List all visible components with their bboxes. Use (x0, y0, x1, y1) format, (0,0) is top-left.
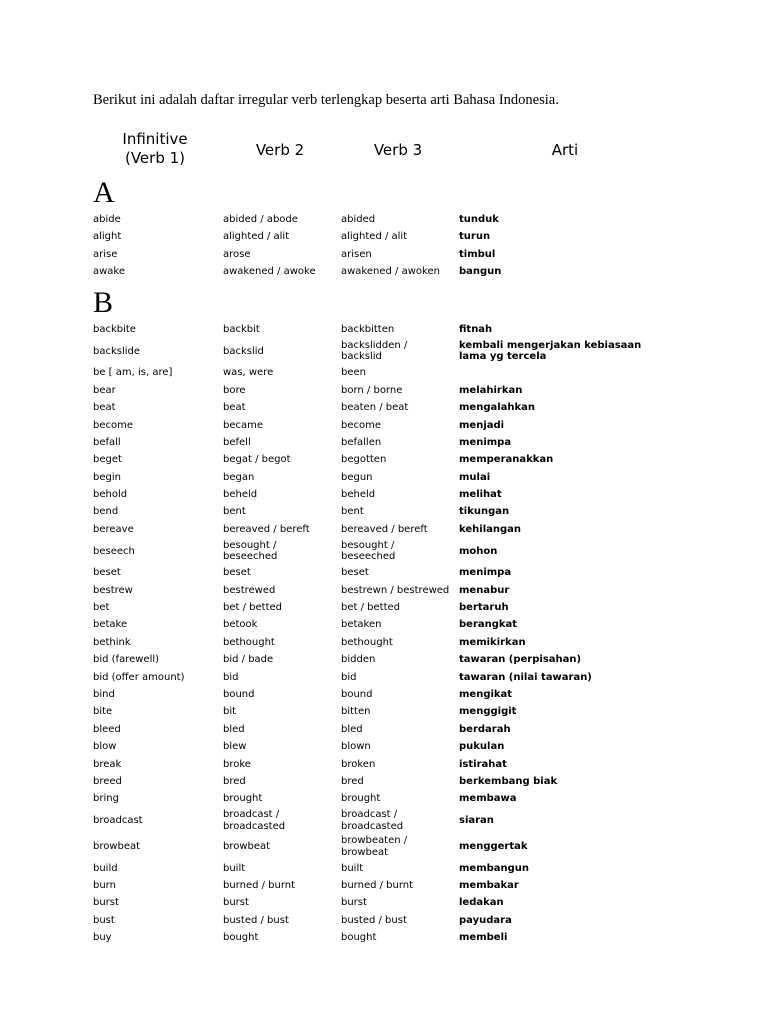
table-row (0, 929, 768, 946)
infinitive-cell: behold (93, 489, 128, 501)
table-row (0, 756, 768, 773)
infinitive-cell: bet (93, 602, 110, 614)
verb3-cell: burst (341, 897, 367, 909)
infinitive-cell: buy (93, 932, 112, 944)
infinitive-cell: breed (93, 775, 122, 787)
verb2-cell: beat (223, 402, 246, 414)
arti-cell: tikungan (459, 506, 510, 518)
table-row (0, 721, 768, 738)
infinitive-cell: blow (93, 741, 117, 753)
arti-cell: tunduk (459, 213, 499, 225)
table-row (0, 504, 768, 521)
verb3-cell: befallen (341, 436, 382, 448)
table-row (0, 599, 768, 616)
verb2-cell: bled (223, 723, 245, 735)
header-verb2: Verb 2 (255, 141, 305, 159)
verb3-cell: built (341, 862, 364, 874)
infinitive-cell: bid (offer amount) (93, 671, 185, 683)
table-row (0, 321, 768, 338)
verb2-cell: bid / bade (223, 654, 274, 666)
infinitive-cell: backbite (93, 323, 136, 335)
table-row (0, 246, 768, 263)
table-row (0, 469, 768, 486)
arti-cell (459, 364, 659, 381)
infinitive-cell: bereave (93, 523, 134, 535)
infinitive-cell: broadcast (93, 815, 143, 827)
infinitive-cell: bestrew (93, 584, 133, 596)
arti-cell: tawaran (nilai tawaran) (459, 671, 592, 683)
verb2-cell: backbit (223, 323, 260, 335)
verb2-cell: burst (223, 897, 249, 909)
arti-cell: berangkat (459, 619, 518, 631)
verb2-cell: bound (223, 688, 255, 700)
verb3-cell: beaten / beat (341, 402, 409, 414)
verb2-cell: arose (223, 248, 251, 260)
infinitive-cell: browbeat (93, 841, 141, 853)
table-row (0, 521, 768, 538)
verb3-cell: arisen (341, 248, 372, 260)
verb2-cell: was, were (223, 367, 274, 379)
table-row (0, 773, 768, 790)
verb3-cell: abided (341, 213, 376, 225)
verb3-cell: busted / bust (341, 914, 407, 926)
arti-cell: payudara (459, 914, 512, 926)
header-arti: Arti (551, 141, 579, 159)
verb2-cell: abided / abode (223, 213, 298, 225)
arti-cell: membakar (459, 880, 519, 892)
infinitive-cell: beat (93, 402, 116, 414)
verb3-cell: born / borne (341, 384, 403, 396)
infinitive-cell: arise (93, 248, 118, 260)
infinitive-cell: bite (93, 706, 113, 718)
table-row (0, 211, 768, 228)
arti-cell: mengikat (459, 688, 513, 700)
verb2-cell: bethought (223, 636, 275, 648)
table-row (0, 451, 768, 468)
verb2-cell: burned / burnt (223, 880, 296, 892)
table-row (0, 877, 768, 894)
table-header (0, 130, 768, 170)
verb3-cell: beset (341, 567, 369, 579)
infinitive-cell: bend (93, 506, 119, 518)
verb3-cell: beheld (341, 489, 376, 501)
verb3-cell: alighted / alit (341, 231, 408, 243)
table-row (0, 399, 768, 416)
section-letter-b: B (93, 286, 114, 319)
arti-cell: berkembang biak (459, 775, 558, 787)
infinitive-cell: build (93, 862, 118, 874)
table-row (0, 860, 768, 877)
verb2-cell: bred (223, 775, 246, 787)
verb3-cell: broadcast / broadcasted (341, 809, 404, 832)
verb-table-b (0, 321, 768, 947)
verb2-cell: broadcast / broadcasted (223, 809, 286, 832)
verb3-cell: brought (341, 793, 381, 805)
arti-cell: membeli (459, 932, 508, 944)
arti-cell: ledakan (459, 897, 504, 909)
arti-cell: menimpa (459, 567, 512, 579)
infinitive-cell: bring (93, 793, 119, 805)
table-row (0, 895, 768, 912)
verb2-cell: beset (223, 567, 251, 579)
arti-cell: mulai (459, 471, 491, 483)
verb3-cell: broken (341, 758, 376, 770)
verb2-cell: blew (223, 741, 247, 753)
header-verb3: Verb 3 (373, 141, 423, 159)
infinitive-cell: burst (93, 897, 119, 909)
section-letter-a: A (93, 176, 115, 209)
table-row (0, 538, 768, 564)
intro-text: Berikut ini adalah daftar irregular verb terlengkap beserta arti Bahasa Indonesia. (93, 92, 559, 108)
verb2-cell: busted / bust (223, 914, 289, 926)
verb2-cell: became (223, 419, 264, 431)
arti-cell: tawaran (perpisahan) (459, 654, 582, 666)
infinitive-cell: backslide (93, 345, 141, 357)
infinitive-cell: bust (93, 914, 115, 926)
infinitive-cell: be [ am, is, are] (93, 367, 173, 379)
arti-cell: pukulan (459, 741, 505, 753)
arti-cell: turun (459, 231, 491, 243)
verb3-cell: bestrewn / bestrewed (341, 584, 450, 596)
table-row (0, 616, 768, 633)
verb3-cell: bound (341, 688, 373, 700)
table-row (0, 582, 768, 599)
verb2-cell: besought / beseeched (223, 539, 278, 563)
verb2-cell: bit (223, 706, 237, 718)
verb2-cell: begat / begot (223, 454, 291, 466)
infinitive-cell: beset (93, 567, 121, 579)
arti-cell: berdarah (459, 723, 511, 735)
arti-cell: mengalahkan (459, 402, 536, 414)
table-row (0, 564, 768, 581)
verb2-cell: browbeat (223, 841, 271, 853)
verb3-cell: become (341, 419, 382, 431)
arti-cell: bangun (459, 266, 502, 278)
verb3-cell: backslidden / backslid (341, 339, 408, 363)
infinitive-cell: break (93, 758, 122, 770)
infinitive-cell: bind (93, 688, 115, 700)
arti-cell: kehilangan (459, 523, 522, 535)
arti-cell: membawa (459, 793, 517, 805)
table-row (0, 364, 768, 381)
verb2-cell: beheld (223, 489, 258, 501)
verb2-cell: backslid (223, 345, 264, 357)
infinitive-cell: beget (93, 454, 122, 466)
verb3-cell: bred (341, 775, 364, 787)
infinitive-cell: alight (93, 231, 122, 243)
verb-table-a (0, 211, 768, 281)
table-row (0, 634, 768, 651)
verb3-cell: burned / burnt (341, 880, 414, 892)
verb3-cell: betaken (341, 619, 382, 631)
table-row (0, 790, 768, 807)
verb3-cell: browbeaten / browbeat (341, 835, 408, 858)
infinitive-cell: befall (93, 436, 121, 448)
arti-cell: memikirkan (459, 636, 526, 648)
verb3-cell: bethought (341, 636, 393, 648)
table-row (0, 263, 768, 280)
verb3-cell: backbitten (341, 323, 395, 335)
verb2-cell: awakened / awoke (223, 266, 316, 278)
verb3-cell: bitten (341, 706, 371, 718)
verb3-cell: been (341, 367, 366, 379)
verb3-cell: begotten (341, 454, 387, 466)
table-row (0, 808, 768, 834)
arti-cell: timbul (459, 248, 496, 260)
table-row (0, 486, 768, 503)
verb3-cell: besought / beseeched (341, 539, 396, 563)
table-row (0, 382, 768, 399)
arti-cell: istirahat (459, 758, 507, 770)
arti-cell: menggigit (459, 706, 517, 718)
arti-cell: fitnah (459, 323, 493, 335)
arti-cell: memperanakkan (459, 454, 554, 466)
table-row (0, 738, 768, 755)
verb2-cell: bore (223, 384, 246, 396)
verb2-cell: built (223, 862, 246, 874)
infinitive-cell: betake (93, 619, 128, 631)
verb2-cell: broke (223, 758, 251, 770)
table-row (0, 651, 768, 668)
verb2-cell: bent (223, 506, 246, 518)
verb2-cell: betook (223, 619, 258, 631)
arti-cell: bertaruh (459, 602, 509, 614)
arti-cell: kembali mengerjakan kebiasaan lama yg tercela (459, 339, 642, 363)
verb3-cell: awakened / awoken (341, 266, 440, 278)
verb3-cell: bid (341, 671, 357, 683)
arti-cell: menggertak (459, 841, 528, 853)
table-row (0, 669, 768, 686)
infinitive-cell: begin (93, 471, 121, 483)
verb3-cell: bled (341, 723, 363, 735)
verb2-cell: began (223, 471, 255, 483)
arti-cell: melahirkan (459, 384, 523, 396)
verb2-cell: bought (223, 932, 259, 944)
infinitive-cell: bleed (93, 723, 121, 735)
verb2-cell: brought (223, 793, 263, 805)
infinitive-cell: beseech (93, 545, 135, 557)
infinitive-cell: bid (farewell) (93, 654, 160, 666)
verb3-cell: bet / betted (341, 602, 400, 614)
table-row (0, 834, 768, 860)
verb3-cell: bought (341, 932, 377, 944)
verb2-cell: bestrewed (223, 584, 276, 596)
arti-cell: membangun (459, 862, 530, 874)
table-row (0, 912, 768, 929)
verb2-cell: bet / betted (223, 602, 282, 614)
verb3-cell: bereaved / bereft (341, 523, 428, 535)
verb2-cell: bid (223, 671, 239, 683)
verb3-cell: begun (341, 471, 373, 483)
verb2-cell: befell (223, 436, 251, 448)
arti-cell: melihat (459, 489, 502, 501)
verb3-cell: blown (341, 741, 371, 753)
infinitive-cell: become (93, 419, 134, 431)
infinitive-cell: burn (93, 880, 116, 892)
arti-cell: mohon (459, 545, 498, 557)
header-infinitive: Infinitive (Verb 1) (122, 130, 188, 167)
arti-cell: menjadi (459, 419, 505, 431)
verb2-cell: alighted / alit (223, 231, 290, 243)
infinitive-cell: awake (93, 266, 126, 278)
table-row (0, 434, 768, 451)
infinitive-cell: bear (93, 384, 116, 396)
verb3-cell: bidden (341, 654, 376, 666)
table-row (0, 417, 768, 434)
arti-cell: menabur (459, 584, 510, 596)
arti-cell: menimpa (459, 436, 512, 448)
verb2-cell: bereaved / bereft (223, 523, 310, 535)
table-row (0, 703, 768, 720)
table-row (0, 228, 768, 245)
arti-cell: siaran (459, 815, 494, 827)
infinitive-cell: bethink (93, 636, 131, 648)
infinitive-cell: abide (93, 213, 121, 225)
table-row (0, 686, 768, 703)
verb3-cell: bent (341, 506, 364, 518)
table-row (0, 338, 768, 364)
